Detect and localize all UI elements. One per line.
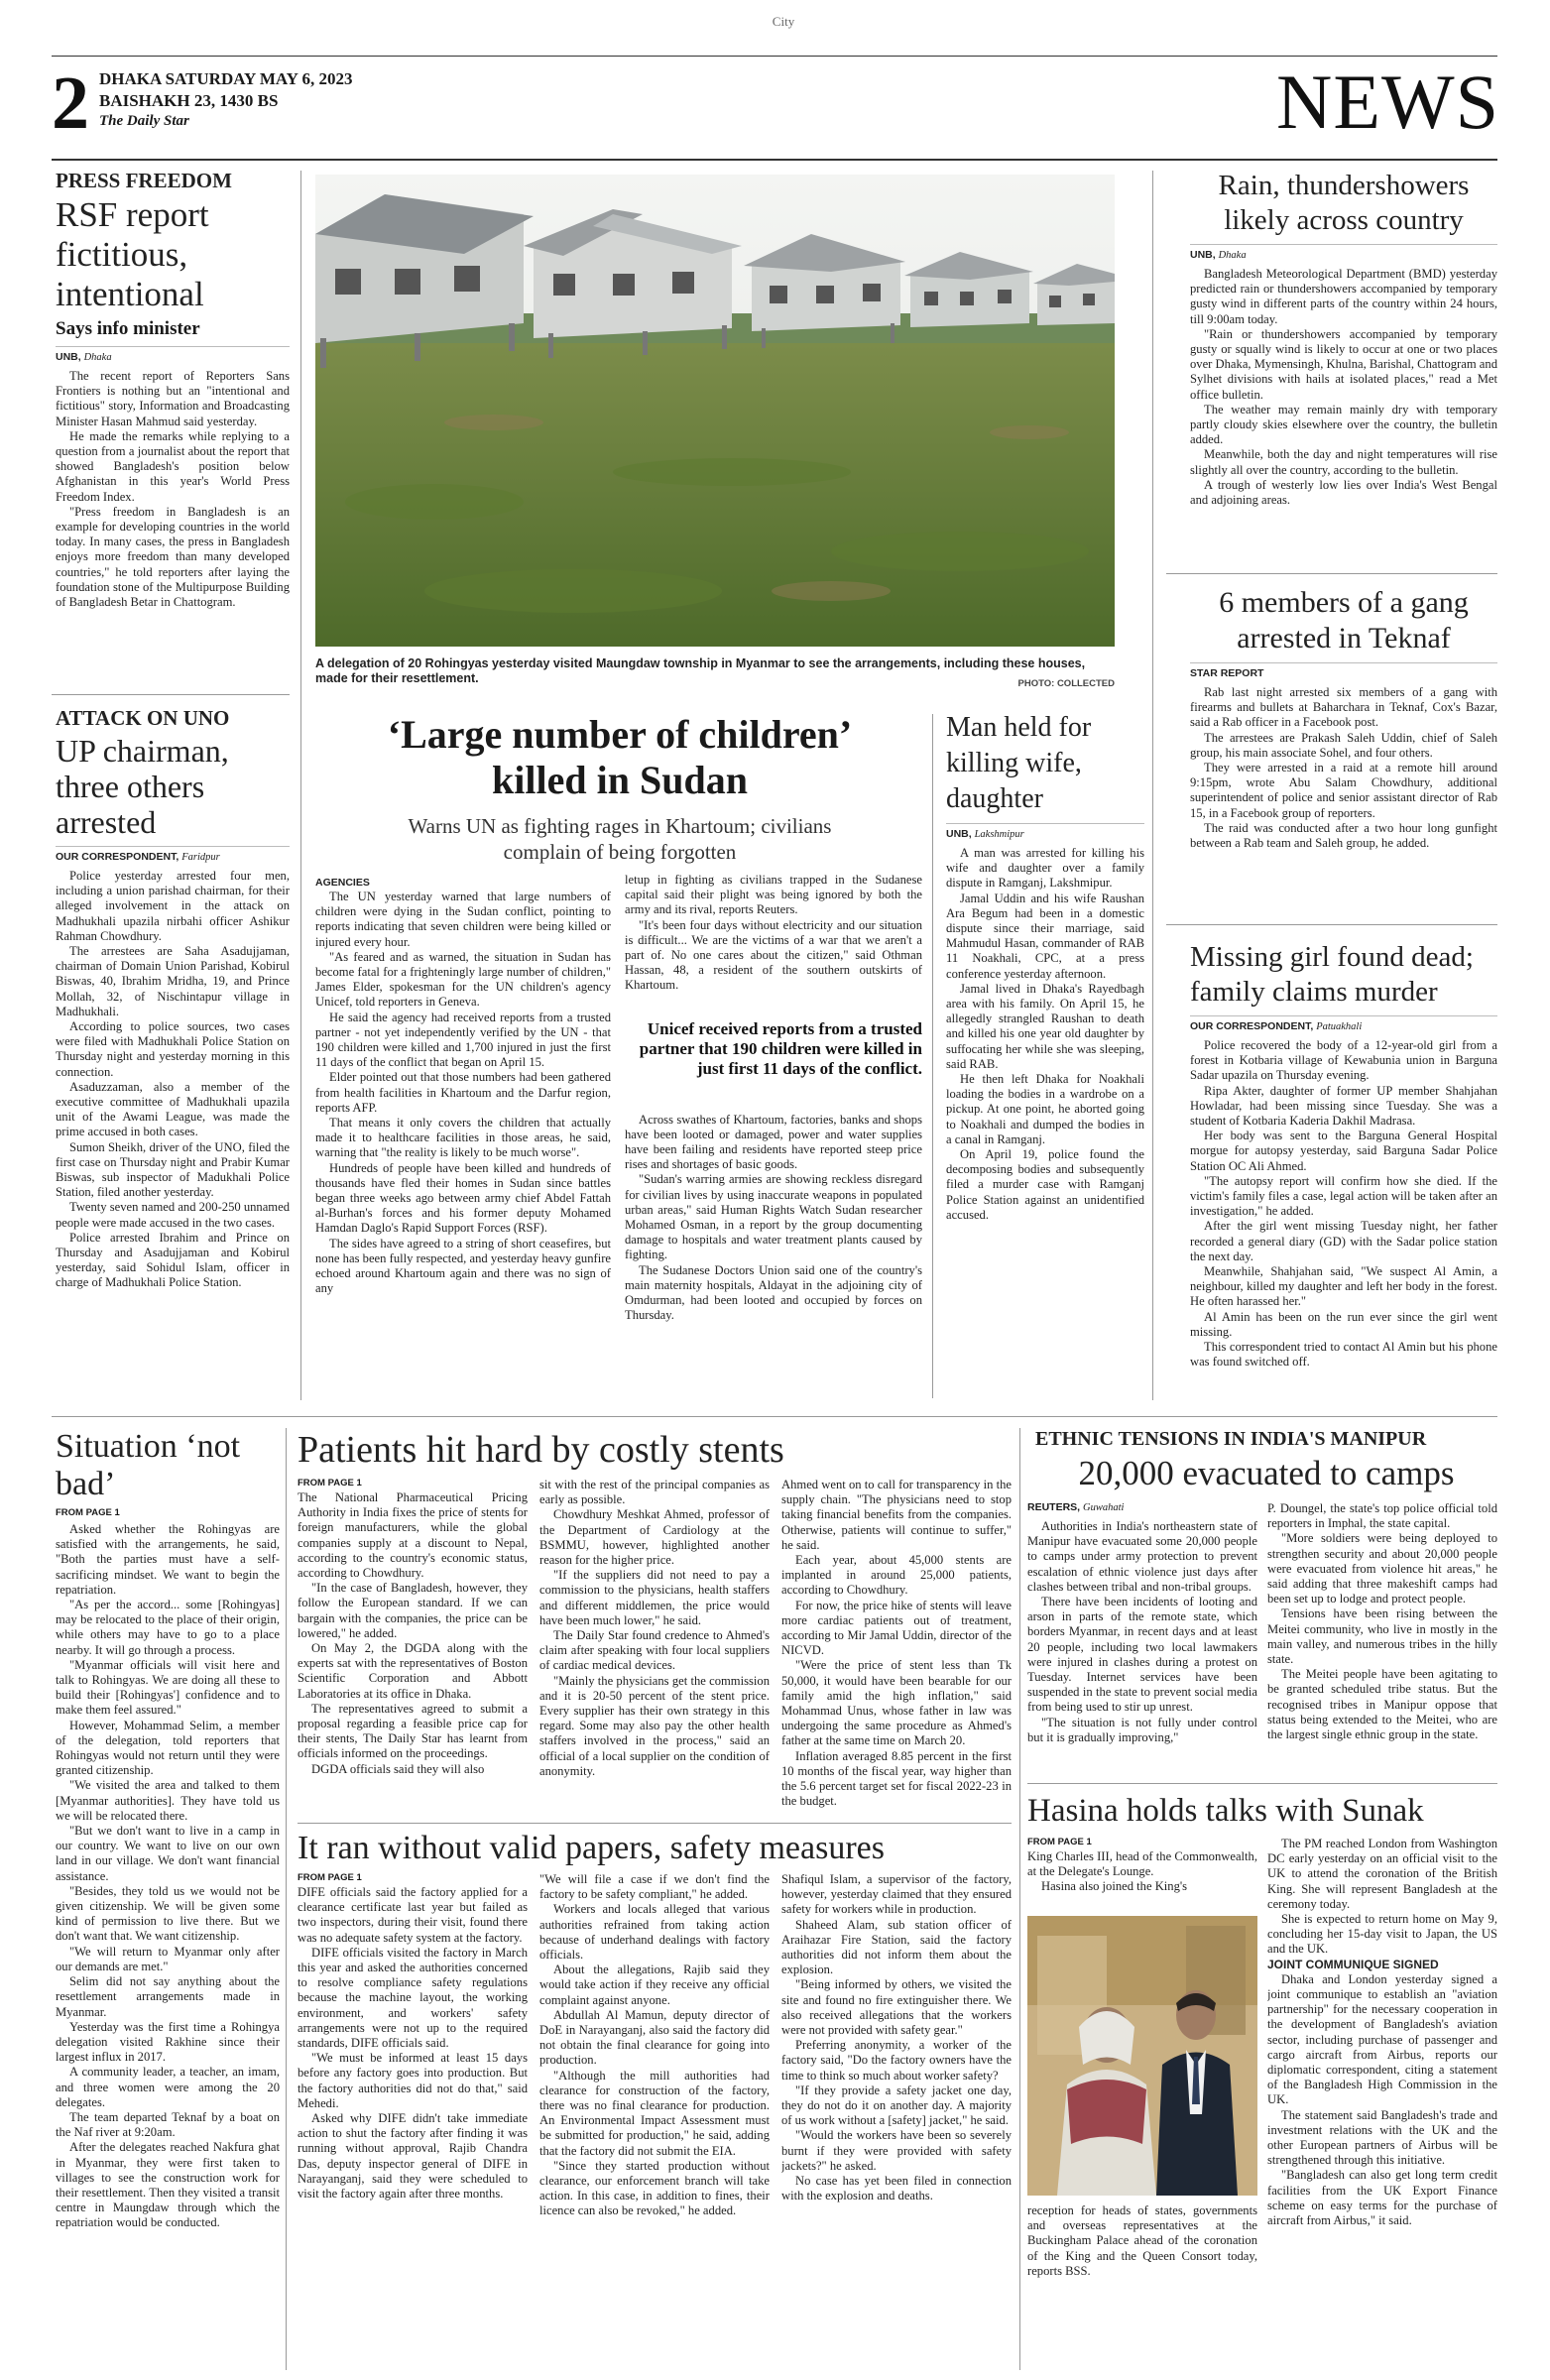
gang-headline: 6 members of a gang arrested in Teknaf (1219, 586, 1469, 654)
rsf-headline: RSF report fictitious, intentional (56, 195, 209, 313)
hasina-sunak-photo (1027, 1916, 1257, 2196)
rsf-kicker: PRESS FREEDOM (56, 169, 232, 192)
missing-byline: OUR CORRESPONDENT, Patuakhali (1190, 1015, 1497, 1032)
sudan-col1: The UN yesterday warned that large numbers of children were dying in the Sudan conflict, pointing to reports indicating that seven children were being killed or injured every hour. "As feared and as warned, the situation in Sudan has become fatal for a frighteningly large number of children," James Elder, spokesman for the UN children's agency Unicef, told reporters in Geneva. He said the agency had received reports from a trusted partner - not yet independently verified by the UN - that 190 children were killed and 1,700 injured in just the first 11 days of the conflict that began on April 15. Elder pointed out that those numbers had been gathered from health facilities in Khartoum and the Darfur region, reports AFP. That means it only covers the children that actually made it to healthcare facilities in those areas, he said, warning that "the reality is likely to be much worse". Hundreds of people have been killed and hundreds of thousands have fled their homes in Sudan since battles began three weeks ago between army chief Abdel Fattah al-Burhan's forces and his former deputy Mohamed Hamdan Daglo's Rapid Support Forces (RSF). The sides have agreed to a string of short ceasefires, but none has been fully respected, and yesterday heavy gunfire echoed around Khartoum again and there was no sign of any (315, 890, 611, 1296)
date-line: DHAKA SATURDAY MAY 6, 2023 (99, 69, 353, 88)
situation-body: Asked whether the Rohingyas are satisfied with the arrangements, he said, "Both the parties must have a self-sacrificing mindset. We want to begin the repatriation. "As per the accord... some [Rohingyas] may be relocated to the place of their origin, while others may have to go to a place nearby. It will go through a process. "Myanmar officials will visit here and talk to Rohingyas. We are doing all these to build their [Rohingyas'] confidence and to make them feel assured." However, Mohammad Selim, a member of the delegation, told reporters that Rohingyas would not return until they were granted citizenship. "We visited the area and talked to them [Myanmar authorities]. They have told us we will be relocated there. "But we don't want to live in a camp in our country. We want to live on our own land in our village. We don't want financial assistance. "Besides, they told us we would not be given citizenship. We will be given some kind of permission to live there. But we don't want that. We want citizenship. "We will return to Myanmar only after our demands are met." Selim did not say anything about the resettlement arrangements made in Myanmar. Yesterday was the first time a Rohingya delegation visited Rakhine since their largest influx in 2017. A community leader, a teacher, an imam, and three women were among the 20 delegates. The team departed Teknaf by a boat on the Naf river at 9:20am. After the delegates reached Nakfura ghat in Myanmar, they were first taken to villages to see the construction work for their resettlement. Then they visited a transit centre in Maungdaw through which the repatriation would be conducted. (56, 1522, 280, 2230)
paper-name-logo: The Daily Star (99, 113, 189, 129)
gang-body: Rab last night arrested six members of a gang with firearms and bullets at Baharchara in Teknaf, Cox's Bazar, said a Rab officer in a Facebook post. The arrestees are Prakash Saleh Uddin, chief of Saleh group, his main associate Sohel, and four others. They were arrested in a raid at a remote hill around 9:15pm, wrote Abu Salam Chowdhury, additional superintendent of police and senior assistant director of Rab 15, in a Facebook group of reporters. The raid was conducted after a two hour long gunfight between a Rab team and Saleh group, he added. (1190, 685, 1497, 851)
manipur-col1: Authorities in India's northeastern state of Manipur have evacuated some 20,000 people to camps under army protection to prevent escalation of ethnic violence just days after clashes between tribal and non-tribal groups. There have been incidents of looting and arson in parts of the remote state, which borders Myanmar, in recent days and at least 20 people, including two local lawmakers were injured in clashes during a protest on Tuesday. Internet services have been suspended in the state to prevent social media from being used to stir up unrest. "The situation is not fully under control but it is gradually improving," (1027, 1519, 1257, 1744)
rain-headline: Rain, thundershowers likely across country (1218, 170, 1470, 236)
sunak-col1-top: King Charles III, head of the Commonwealth, at the Delegate's Lounge. Hasina also joined the King's (1027, 1849, 1257, 1894)
manipur-kicker: ETHNIC TENSIONS IN INDIA'S MANIPUR (1035, 1428, 1427, 1450)
manipur-col2: P. Doungel, the state's top police official told reporters in Imphal, the state capital. "More soldiers were being deployed to strengthen security and about 20,000 people were evacuated from violence hit areas," he said adding that three makeshift camps had been set up to lodge and protect people. Tensions have been rising between the Meitei community, who live in mostly in the main valley, and numerous tribes in the hilly state. The Meitei people have been agitating to be granted scheduled tribe status. But the recognised tribes in Manipur oppose that status being extended to the Meitei, who are the largest single ethnic group in the state. (1267, 1501, 1497, 1742)
sudan-subhead: Warns UN as fighting rages in Khartoum; civilians complain of being forgotten (408, 814, 832, 864)
page-number: 2 (52, 63, 89, 143)
uno-body: Police yesterday arrested four men, including a union parishad chairman, for their alleged involvement in the attack on Madhukhali upazila nirbahi officer Ashikur Rahman Chowdhury. The arrestees are Saha Asadujjaman, chairman of Domain Union Parishad, Kobirul Biswas, 40, Ibrahim Mridha, 19, and Prince Mollah, 32, of Nischintapur village in Madhukhali. According to police sources, two cases were filed with Madhukhali Police Station on Thursday night and yesterday morning in this connection. Asaduzzaman, also a member of the executive committee of Madhukhali upazila unit of the Awami League, was made the prime accused in both cases. Sumon Sheikh, driver of the UNO, filed the first case on Thursday night and Prabir Kumar Biswas, sub inspector of Madukhali Police Station, filed another yesterday. Twenty seven named and 200-250 unnamed people were made accused in the two cases. Police arrested Ibrahim and Prince on Thursday and Asadujjaman and Kobirul yesterday, said Sohidul Islam, officer in charge of Madhukhali Police Station. (56, 869, 290, 1290)
wife-headline: Man held for killing wife, daughter (946, 712, 1092, 814)
stents-col2: sit with the rest of the principal companies as early as possible. Chowdhury Meshkat Ahmed, professor of the Department of Cardiology at the BSMMU, however, highlighted another reason for the higher price. "If the suppliers did not need to pay a commission to the physicians, health staffers and different middlemen, the price would have been much lower," he said. The Daily Star found credence to Ahmed's claim after speaking with four local suppliers of cardiac medical devices. "Mainly the physicians get the commission and it is 20-50 percent of the stent price. Every supplier has their own strategy in this regard. Some may also pay the other health staffers involved in the process," said an official of a local supplier on the condition of anonymity. (539, 1478, 770, 1778)
missing-headline: Missing girl found dead; family claims murder (1190, 941, 1474, 1008)
papers-col2: "We will file a case if we don't find the factory to be safety compliant," he added. Workers and locals alleged that various authorities refrained from taking action because of underhand dealings with factory officials. About the allegations, Rajib said they would take action if they receive any official complaint against anyone. Abdullah Al Mamun, deputy director of DoE in Narayanganj, also said the factory did not obtain the final clearance for going into production. "Although the mill authorities had clearance for construction of the factory, there was no final clearance for production. An Environmental Impact Assessment must be submitted for production," he said, adding that the factory did not submit the EIA. "Since they started production without clearance, our enforcement branch will take action. In this case, in addition to fines, their licence can also be revoked," he added. (539, 1872, 770, 2218)
uno-byline: OUR CORRESPONDENT, Faridpur (56, 846, 290, 863)
uno-headline: UP chairman, three others arrested (56, 733, 229, 840)
stents-headline: Patients hit hard by costly stents (298, 1429, 784, 1471)
sunak-sub-kicker: JOINT COMMUNIQUE SIGNED (1267, 1957, 1439, 1971)
manipur-headline: 20,000 evacuated to camps (1078, 1454, 1455, 1492)
sudan-pull-quote: Unicef received reports from a trusted partner that 190 children were killed in just first 11 days of the conflict. (639, 1018, 922, 1078)
sunak-col1-bottom: reception for heads of states, governments and overseas representatives at the Buckingham Palace ahead of the coronation of the King and the Queen Consort today, reports BSS. (1027, 2203, 1257, 2278)
masthead-top-rule (52, 56, 1497, 57)
situation-from-page: FROM PAGE 1 (56, 1507, 120, 1518)
section-label: City (772, 14, 795, 29)
sunak-col2: The PM reached London from Washington DC early yesterday on an official visit to the UK to attend the coronation of the British King. She will represent Bangladesh at the ceremony today. She is expected to return home on May 9, concluding her 15-day visit to Japan, the US and the UK. JOINT COMMUNIQUE SIGNED Dhaka and London yesterday signed a joint communique to establish an "aviation partnership" for the necessary cooperation in the development of Bangladesh's aviation sector, including purchase of passenger and cargo aircraft from Airbus, reports our diplomatic correspondent, citing a statement of the Bangladesh High Commission in the UK. The statement said Bangladesh's trade and investment relations with the UK and the other European partners of Airbus will be strengthened through this initiative. "Bangladesh can also get long term credit facilities from the UK Export Finance scheme on easy terms for the purchase of aircraft from Airbus," it said. (1267, 1837, 1497, 2228)
wife-story (946, 710, 1144, 1400)
photo-credit: PHOTO: COLLECTED (1017, 678, 1115, 689)
uno-kicker: ATTACK ON UNO (56, 706, 230, 730)
uno-story (56, 706, 290, 1400)
sunak-headline: Hasina holds talks with Sunak (1027, 1793, 1424, 1829)
rsf-byline: UNB, Dhaka (56, 346, 290, 363)
rain-story (1190, 169, 1497, 569)
papers-from-page: FROM PAGE 1 (298, 1872, 362, 1883)
missing-body: Police recovered the body of a 12-year-old girl from a forest in Kotbaria village of Kewabunia union in Barguna Sadar upazila on Thursday evening. Ripa Akter, daughter of former UP member Shahjahan Howladar, had been missing since Tuesday. She was a student of Kotbaria Kaderia Dakhil Madrasa. Her body was sent to the Barguna General Hospital morgue for autopsy yesterday, said Barguna Sadar Police Station OC Ali Ahmed. "The autopsy report will confirm how she died. If the victim's family files a case, legal action will be taken after an investigation," he added. After the girl went missing Tuesday night, her father recorded a general diary (GD) with the Sadar police station the next day. Meanwhile, Shahjahan said, "We suspect Al Amin, a neighbour, killed my daughter and left her body in the forest. He often harassed her." Al Amin has been on the run ever since the girl went missing. This correspondent tried to contact Al Amin but his phone was found switched off. (1190, 1038, 1497, 1369)
wife-byline: UNB, Lakshmipur (946, 823, 1144, 840)
leaders-photo-image (1027, 1916, 1257, 2196)
situation-headline: Situation ‘not bad’ (56, 1428, 241, 1502)
situation-story (56, 1428, 280, 2370)
rain-body: Bangladesh Meteorological Department (BMD) yesterday predicted rain or thundershowers accompanied by temporary gusty wind in different parts of the country within 24 hours, till 9:00am today. "Rain or thundershowers accompanied by temporary gusty or squally wind is likely to occur at one or two places over Dhaka, Mymensingh, Khulna, Barishal, Chattogram and Sylhet divisions with hails at isolated places," read a Met office bulletin. The weather may remain mainly dry with temporary partly cloudy skies elsewhere over the country, the bulletin added. Meanwhile, both the day and night temperatures will rise slightly all over the country, according to the bulletin. A trough of westerly low lies over India's West Bengal and adjoining areas. (1190, 267, 1497, 508)
bangla-date: BAISHAKH 23, 1430 BS (99, 91, 279, 110)
rain-byline: UNB, Dhaka (1190, 244, 1497, 261)
sunak-from-page: FROM PAGE 1 (1027, 1837, 1092, 1847)
sudan-headline-line2: killed in Sudan (492, 758, 748, 802)
gang-story (1190, 585, 1497, 920)
stents-col3: Ahmed went on to call for transparency in the supply chain. "The physicians need to stop taking financial benefits from the companies. Otherwise, patients will continue to suffer," he said. Each year, about 45,000 stents are implanted in around 25,000 patients, according to Chowdhury. For now, the price hike of stents will leave more cardiac patients out of treatment, according to Mir Jamal Uddin, director of the NICVD. "Were the price of stent less than Tk 50,000, it would have been bearable for our family amid the high inflation," said Mohammad Unus, whose father in law was undergoing the same procedure as Ahmed's father at the same time on March 20. Inflation averaged 8.85 percent in the first 10 months of the fiscal year, way higher than the 5.6 percent target set for fiscal 2022-23 in the budget. (781, 1478, 1012, 1809)
papers-headline: It ran without valid papers, safety measures (298, 1830, 885, 1866)
stents-from-page: FROM PAGE 1 (298, 1478, 362, 1488)
papers-col3: Shafiqul Islam, a supervisor of the factory, however, yesterday claimed that they ensured safety for workers while in production. Shaheed Alam, sub station officer of Araihazar Fire Station, said the factory authorities did not inform them about the explosion. "Being informed by others, we visited the site and found no fire extinguisher there. We also received allegations that the workers were not provided with safety gear." Preferring anonymity, a worker of the factory said, "Do the factory owners have the time to think so much about worker safety? "If they provide a safety jacket one day, they do not do it on another day. A majority of us work without a [safety] jacket," he said. "Would the workers have been so severely burnt if they were provided with safety jackets?" he asked. No case has yet been filed in connection with the explosion and deaths. (781, 1872, 1012, 2203)
sudan-byline: AGENCIES (315, 877, 370, 889)
rohingya-houses-photo (315, 175, 1115, 647)
wife-body: A man was arrested for killing his wife and daughter over a family dispute in Ramganj, Lakshmipur. Jamal Uddin and his wife Raushan Ara Begum had been in a domestic dispute since their marriage, said Mahmudul Hasan, commander of RAB 11 Noakhali, CPC, at a press conference yesterday afternoon. Jamal lived in Dhaka's Rayedbagh area with his family. On April 15, he allegedly strangled Raushan to death and killed his one year old daughter by suffocating her while she was sleeping, said RAB. He then left Dhaka for Noakhali loading the bodies in a wardrobe on a pickup. At one point, he aborted going to Noakhali and dumped the bodies in a canal in Ramganj. On April 19, police found the decomposing bodies and subsequently filed a murder case with Ramganj Police Station against an unidentified accused. (946, 846, 1144, 1222)
masthead-bottom-rule (52, 159, 1497, 161)
gang-byline: STAR REPORT (1190, 662, 1497, 679)
stents-col1: The National Pharmaceutical Pricing Authority in India fixes the price of stents for foreign manufacturers, while the global companies supply at a discount to Nepal, according to the country's economic status, according to Chowdhury. "In the case of Bangladesh, however, they follow the European standard. If we can bargain with the companies, the price can be lowered," he added. On May 2, the DGDA along with the experts sat with the representatives of Boston Scientific Corporation and Abbott Laboratories at its office in Dhaka. The representatives agreed to submit a proposal regarding a feasible price cap for their stents, The Daily Star has learnt from officials informed on the proceedings. DGDA officials said they will also (298, 1490, 528, 1776)
houses-photo-image (315, 175, 1115, 647)
papers-col1: DIFE officials said the factory applied for a clearance certificate last year but failed as two inspectors, during their visit, found there was no adequate safety system at the factory. DIFE officials visited the factory in March this year and asked the authorities concerned to resolve compliance safety regulations because the machine layout, the working environment, and workers' safety arrangements were not up to the required standards, DIFE officials said. "We must be informed at least 15 days before any factory goes into production. But the factory authorities did not do that," said Mehedi. Asked why DIFE didn't take immediate action to shut the factory after finding it was running without approval, Rajib Chandra Das, deputy inspector general of DIFE in Narayanganj, said they were scheduled to visit the factory again after three months. (298, 1885, 528, 2202)
section-title: NEWS (1276, 59, 1499, 145)
manipur-byline: REUTERS, Guwahati (1027, 1501, 1125, 1513)
photo-caption: A delegation of 20 Rohingyas yesterday visited Maungdaw township in Myanmar to see the arrangements, including these houses, made for their resettlement. (315, 656, 1086, 685)
sudan-col2: letup in fighting as civilians trapped in the Sudanese capital said their plight was being ignored by both the army and its rival, reports Reuters. "It's been four days without electricity and our situation is difficult... We are the victims of a war that we aren't a part of. No one cares about the citizen," said Othman Hassan, 48, a resident of the southern outskirts of Khartoum. Unicef received reports from a trusted partner that 190 children were killed in just first 11 days of the conflict. Across swathes of Khartoum, factories, banks and shops have been looted or damaged, power and water supplies have been failing and residents have reported steep price rises and shortages of basic goods. "Sudan's warring armies are showing reckless disregard for civilian lives by using inaccurate weapons in populated urban areas," said Human Rights Watch Sudan researcher Mohamed Osman, in a report by the group documenting damage to hospitals and water treatment plants caused by fighting. The Sudanese Doctors Union said one of the country's main maternity hospitals, Aldayat in the adjoining city of Omdurman, had been looted and occupied by forces on Thursday. (625, 873, 922, 1323)
rsf-body: The recent report of Reporters Sans Frontiers is nothing but an "intentional and fictitious" story, Information and Broadcasting Minister Hasan Mahmud said yesterday. He made the remarks while replying to a question from a journalist about the report that showed Bangladesh's position below Afghanistan in this year's World Press Freedom Index. "Press freedom in Bangladesh is an example for developing countries in the world today. In many cases, the press in Bangladesh enjoys more freedom than many developed countries," he told reporters after laying the foundation stone of the Multipurpose Building of Bangladesh Betar in Chattogram. (56, 369, 290, 610)
rsf-subhead: Says info minister (56, 318, 200, 339)
sudan-headline-line1: ‘Large number of children’ (387, 712, 853, 757)
rsf-story (56, 169, 290, 689)
missing-story (1190, 940, 1497, 1400)
